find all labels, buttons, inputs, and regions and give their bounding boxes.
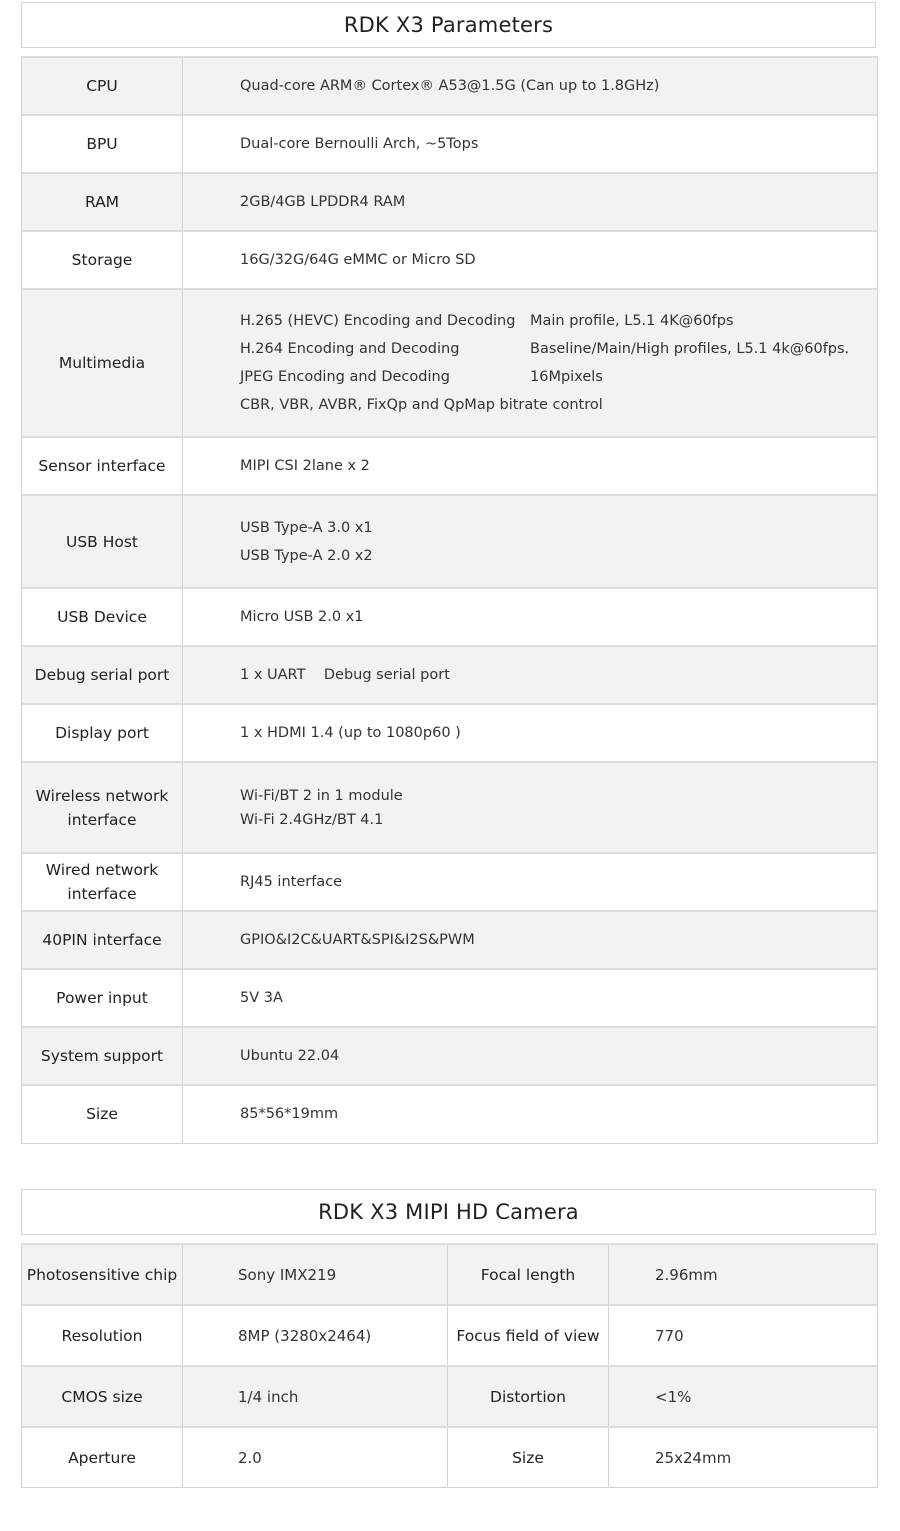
multimedia-line bbox=[240, 391, 877, 419]
table-row bbox=[22, 853, 878, 911]
row-value bbox=[183, 495, 878, 588]
row-value: 2GB/4GB LPDDR4 RAM bbox=[183, 173, 878, 231]
camera-title-text: RDK X3 MIPI HD Camera bbox=[318, 1200, 579, 1224]
table-row bbox=[22, 495, 878, 588]
label-line: Wireless network bbox=[35, 786, 169, 805]
table-row bbox=[22, 1244, 878, 1305]
camera-label: Resolution bbox=[22, 1305, 183, 1366]
multimedia-spec: Baseline/Main/High profiles, L5.1 4k@60fps. bbox=[530, 341, 850, 357]
value-line: USB Type-A 3.0 x1 bbox=[240, 519, 373, 536]
row-label: Storage bbox=[22, 231, 183, 289]
row-value: GPIO&I2C&UART&SPI&I2S&PWM bbox=[183, 911, 878, 969]
label-line: interface bbox=[67, 810, 137, 829]
table-row bbox=[22, 646, 878, 704]
camera-label: Aperture bbox=[22, 1427, 183, 1488]
row-value: 5V 3A bbox=[183, 969, 878, 1027]
camera-title bbox=[21, 1189, 876, 1235]
table-row bbox=[22, 969, 878, 1027]
table-row bbox=[22, 57, 878, 115]
multimedia-feature: CBR, VBR, AVBR, FixQp and QpMap bitrate control bbox=[240, 397, 603, 413]
camera-value: 2.96mm bbox=[609, 1244, 878, 1305]
table-row bbox=[22, 289, 878, 437]
value-line: Wi-Fi/BT 2 in 1 module bbox=[240, 787, 403, 804]
camera-value: 770 bbox=[609, 1305, 878, 1366]
camera-label: Size bbox=[448, 1427, 609, 1488]
parameters-title bbox=[21, 2, 876, 48]
row-label: BPU bbox=[22, 115, 183, 173]
row-label: System support bbox=[22, 1027, 183, 1085]
row-label: RAM bbox=[22, 173, 183, 231]
camera-table bbox=[21, 1243, 878, 1488]
value-line: USB Type-A 2.0 x2 bbox=[240, 547, 373, 564]
camera-value: 2.0 bbox=[183, 1427, 448, 1488]
row-value: 85*56*19mm bbox=[183, 1085, 878, 1143]
camera-label: Focal length bbox=[448, 1244, 609, 1305]
table-row bbox=[22, 1027, 878, 1085]
row-value: MIPI CSI 2lane x 2 bbox=[183, 437, 878, 495]
value-line: Wi-Fi 2.4GHz/BT 4.1 bbox=[240, 811, 384, 828]
table-row bbox=[22, 173, 878, 231]
label-line: Wired network bbox=[45, 861, 159, 879]
row-value: Micro USB 2.0 x1 bbox=[183, 588, 878, 646]
row-value bbox=[183, 762, 878, 853]
row-label: CPU bbox=[22, 57, 183, 115]
table-row bbox=[22, 1085, 878, 1143]
multimedia-spec: Main profile, L5.1 4K@60fps bbox=[530, 313, 734, 329]
row-label bbox=[22, 853, 183, 911]
row-label: Sensor interface bbox=[22, 437, 183, 495]
row-label: Power input bbox=[22, 969, 183, 1027]
camera-value: <1% bbox=[609, 1366, 878, 1427]
camera-label: Photosensitive chip bbox=[22, 1244, 183, 1305]
row-label: USB Device bbox=[22, 588, 183, 646]
multimedia-line bbox=[240, 335, 877, 363]
label-line: interface bbox=[67, 885, 137, 903]
multimedia-line bbox=[240, 307, 877, 335]
row-label: USB Host bbox=[22, 495, 183, 588]
row-value: Ubuntu 22.04 bbox=[183, 1027, 878, 1085]
multimedia-feature: H.265 (HEVC) Encoding and Decoding bbox=[240, 313, 516, 329]
row-label: Debug serial port bbox=[22, 646, 183, 704]
table-row bbox=[22, 911, 878, 969]
row-value: Quad-core ARM® Cortex® A53@1.5G (Can up to 1.8GHz) bbox=[183, 57, 878, 115]
camera-label: Focus field of view bbox=[448, 1305, 609, 1366]
table-row bbox=[22, 231, 878, 289]
table-row bbox=[22, 1427, 878, 1488]
camera-value: 25x24mm bbox=[609, 1427, 878, 1488]
parameters-table bbox=[21, 56, 878, 1144]
multimedia-feature: JPEG Encoding and Decoding bbox=[240, 369, 450, 385]
row-value: 1 x HDMI 1.4 (up to 1080p60 ) bbox=[183, 704, 878, 762]
row-label: Multimedia bbox=[22, 289, 183, 437]
row-label bbox=[22, 762, 183, 853]
row-label: Display port bbox=[22, 704, 183, 762]
multimedia-spec: 16Mpixels bbox=[530, 369, 603, 385]
row-label: 40PIN interface bbox=[22, 911, 183, 969]
row-label: Size bbox=[22, 1085, 183, 1143]
parameters-title-text: RDK X3 Parameters bbox=[343, 13, 554, 37]
table-row bbox=[22, 588, 878, 646]
table-row bbox=[22, 762, 878, 853]
row-value: 1 x UART Debug serial port bbox=[183, 646, 878, 704]
row-value: 16G/32G/64G eMMC or Micro SD bbox=[183, 231, 878, 289]
table-row bbox=[22, 115, 878, 173]
table-row bbox=[22, 437, 878, 495]
multimedia-value bbox=[183, 289, 878, 437]
multimedia-feature: H.264 Encoding and Decoding bbox=[240, 341, 460, 357]
camera-label: CMOS size bbox=[22, 1366, 183, 1427]
camera-value: 1/4 inch bbox=[183, 1366, 448, 1427]
table-row bbox=[22, 1366, 878, 1427]
multimedia-line bbox=[240, 363, 877, 391]
row-value: RJ45 interface bbox=[183, 853, 878, 911]
camera-value: 8MP (3280x2464) bbox=[183, 1305, 448, 1366]
camera-value: Sony IMX219 bbox=[183, 1244, 448, 1305]
table-row bbox=[22, 1305, 878, 1366]
table-row bbox=[22, 704, 878, 762]
row-value: Dual-core Bernoulli Arch, ~5Tops bbox=[183, 115, 878, 173]
camera-label: Distortion bbox=[448, 1366, 609, 1427]
